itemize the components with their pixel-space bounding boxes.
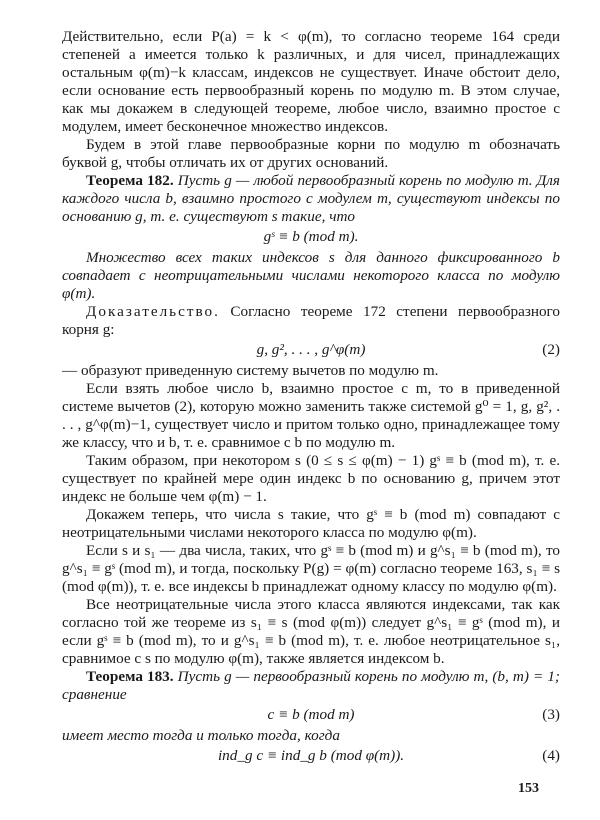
text-run: Все неотрицательные числа этого класса являются индексами, так как согласно той же теореме из s₁ ≡ s (mod φ(m)) следует g^s₁ ≡ gˢ (mod m), и если gˢ ≡ b (mod m), то и g^s₁ ≡ b (mod m), т. е. любое неотрицательное s₁, сравнимое с s по модулю φ(m), также является индексом b. (62, 596, 560, 667)
formula-text: ind_g c ≡ ind_g b (mod φ(m)). (217, 747, 405, 764)
equation-number: (4) (542, 747, 560, 764)
formula-16 (62, 747, 560, 765)
text-run: Докажем теперь, что числа s такие, что gˢ ≡ b (mod m) совпадают с неотрицательными числами некоторого класса по модулю φ(m). (62, 506, 560, 541)
theorem-heading: Теорема 182. (86, 172, 174, 189)
text-column (62, 28, 560, 768)
equation-number: (3) (542, 706, 560, 723)
paragraph-12 (62, 596, 560, 668)
paragraph-1 (62, 136, 560, 172)
text-run: Согласно теореме 172 степени первообразного корня g: (62, 303, 560, 338)
paragraph-9 (62, 452, 560, 506)
theorem-statement: имеет место тогда и только тогда, когда (62, 727, 340, 744)
formula-14 (62, 706, 560, 724)
text-run: Действительно, если P(a) = k < φ(m), то согласно теореме 164 среди степеней a имеется только k различных, и для чисел, принадлежащих остальным φ(m)−k классам, индексов не существует. Иначе обстоит дело, если основание есть первообразный корень по модулю m. В этом случае, как мы докажем в следующей теореме, любое число, взаимно простое с модулем, имеет бесконечное множество индексов. (62, 28, 560, 135)
paragraph-4 (62, 249, 560, 303)
formula-text: g, g², . . . , g^φ(m) (256, 341, 366, 358)
proof-heading: Доказательство. (86, 303, 220, 320)
text-run: Таким образом, при некотором s (0 ≤ s ≤ φ(m) − 1) gˢ ≡ b (mod m), т. е. существует по крайней мере один индекс b по основанию g, причем этот индекс не больше чем φ(m) − 1. (62, 452, 560, 505)
theorem-statement: Множество всех таких индексов s для данного фиксированного b совпадает с неотрицательными числами некоторого класса по модулю φ(m). (62, 249, 560, 302)
formula-text: gˢ ≡ b (mod m). (263, 228, 359, 245)
text-run: Если взять любое число b, взаимно простое с m, то в приведенной системе вычетов (2), которую можно заменить также системой g⁰ = 1, g, g², . . . , g^φ(m)−1, существует число и притом только одно, принадлежащее тому же классу, что и b, т. е. сравнимое с b по модулю m. (62, 380, 560, 451)
paragraph-0 (62, 28, 560, 136)
text-run: Будем в этой главе первообразные корни по модулю m обозначать буквой g, чтобы отличать их от других оснований. (62, 136, 560, 171)
equation-number: (2) (542, 341, 560, 358)
paragraph-7 (62, 362, 560, 380)
paragraph-15 (62, 727, 560, 745)
formula-text: c ≡ b (mod m) (267, 706, 355, 723)
paragraph-8 (62, 380, 560, 452)
theorem-heading: Теорема 183. (86, 668, 174, 685)
text-run: Если s и s₁ — два числа, таких, что gˢ ≡ b (mod m) и g^s₁ ≡ b (mod m), то g^s₁ ≡ gˢ (mod m), и тогда, поскольку P(g) = φ(m) согласно теореме 163, s₁ ≡ s (mod φ(m)), т. е. все индексы b принадлежат одному классу по модулю φ(m). (62, 542, 560, 595)
paragraph-2 (62, 172, 560, 226)
page-number: 153 (518, 781, 539, 796)
paragraph-13 (62, 668, 560, 704)
paragraph-11 (62, 542, 560, 596)
theorem-statement: Пусть g — любой первообразный корень по модулю m. Для каждого числа b, взаимно простого с модулем m, существуют индексы по основанию g, т. е. существуют s такие, что (62, 172, 560, 225)
formula-6 (62, 341, 560, 359)
paragraph-10 (62, 506, 560, 542)
paragraph-5 (62, 303, 560, 339)
theorem-statement: Пусть g — первообразный корень по модулю m, (b, m) = 1; сравнение (62, 668, 560, 703)
text-run: — образуют приведенную систему вычетов по модулю m. (62, 362, 439, 379)
formula-3 (62, 228, 560, 246)
